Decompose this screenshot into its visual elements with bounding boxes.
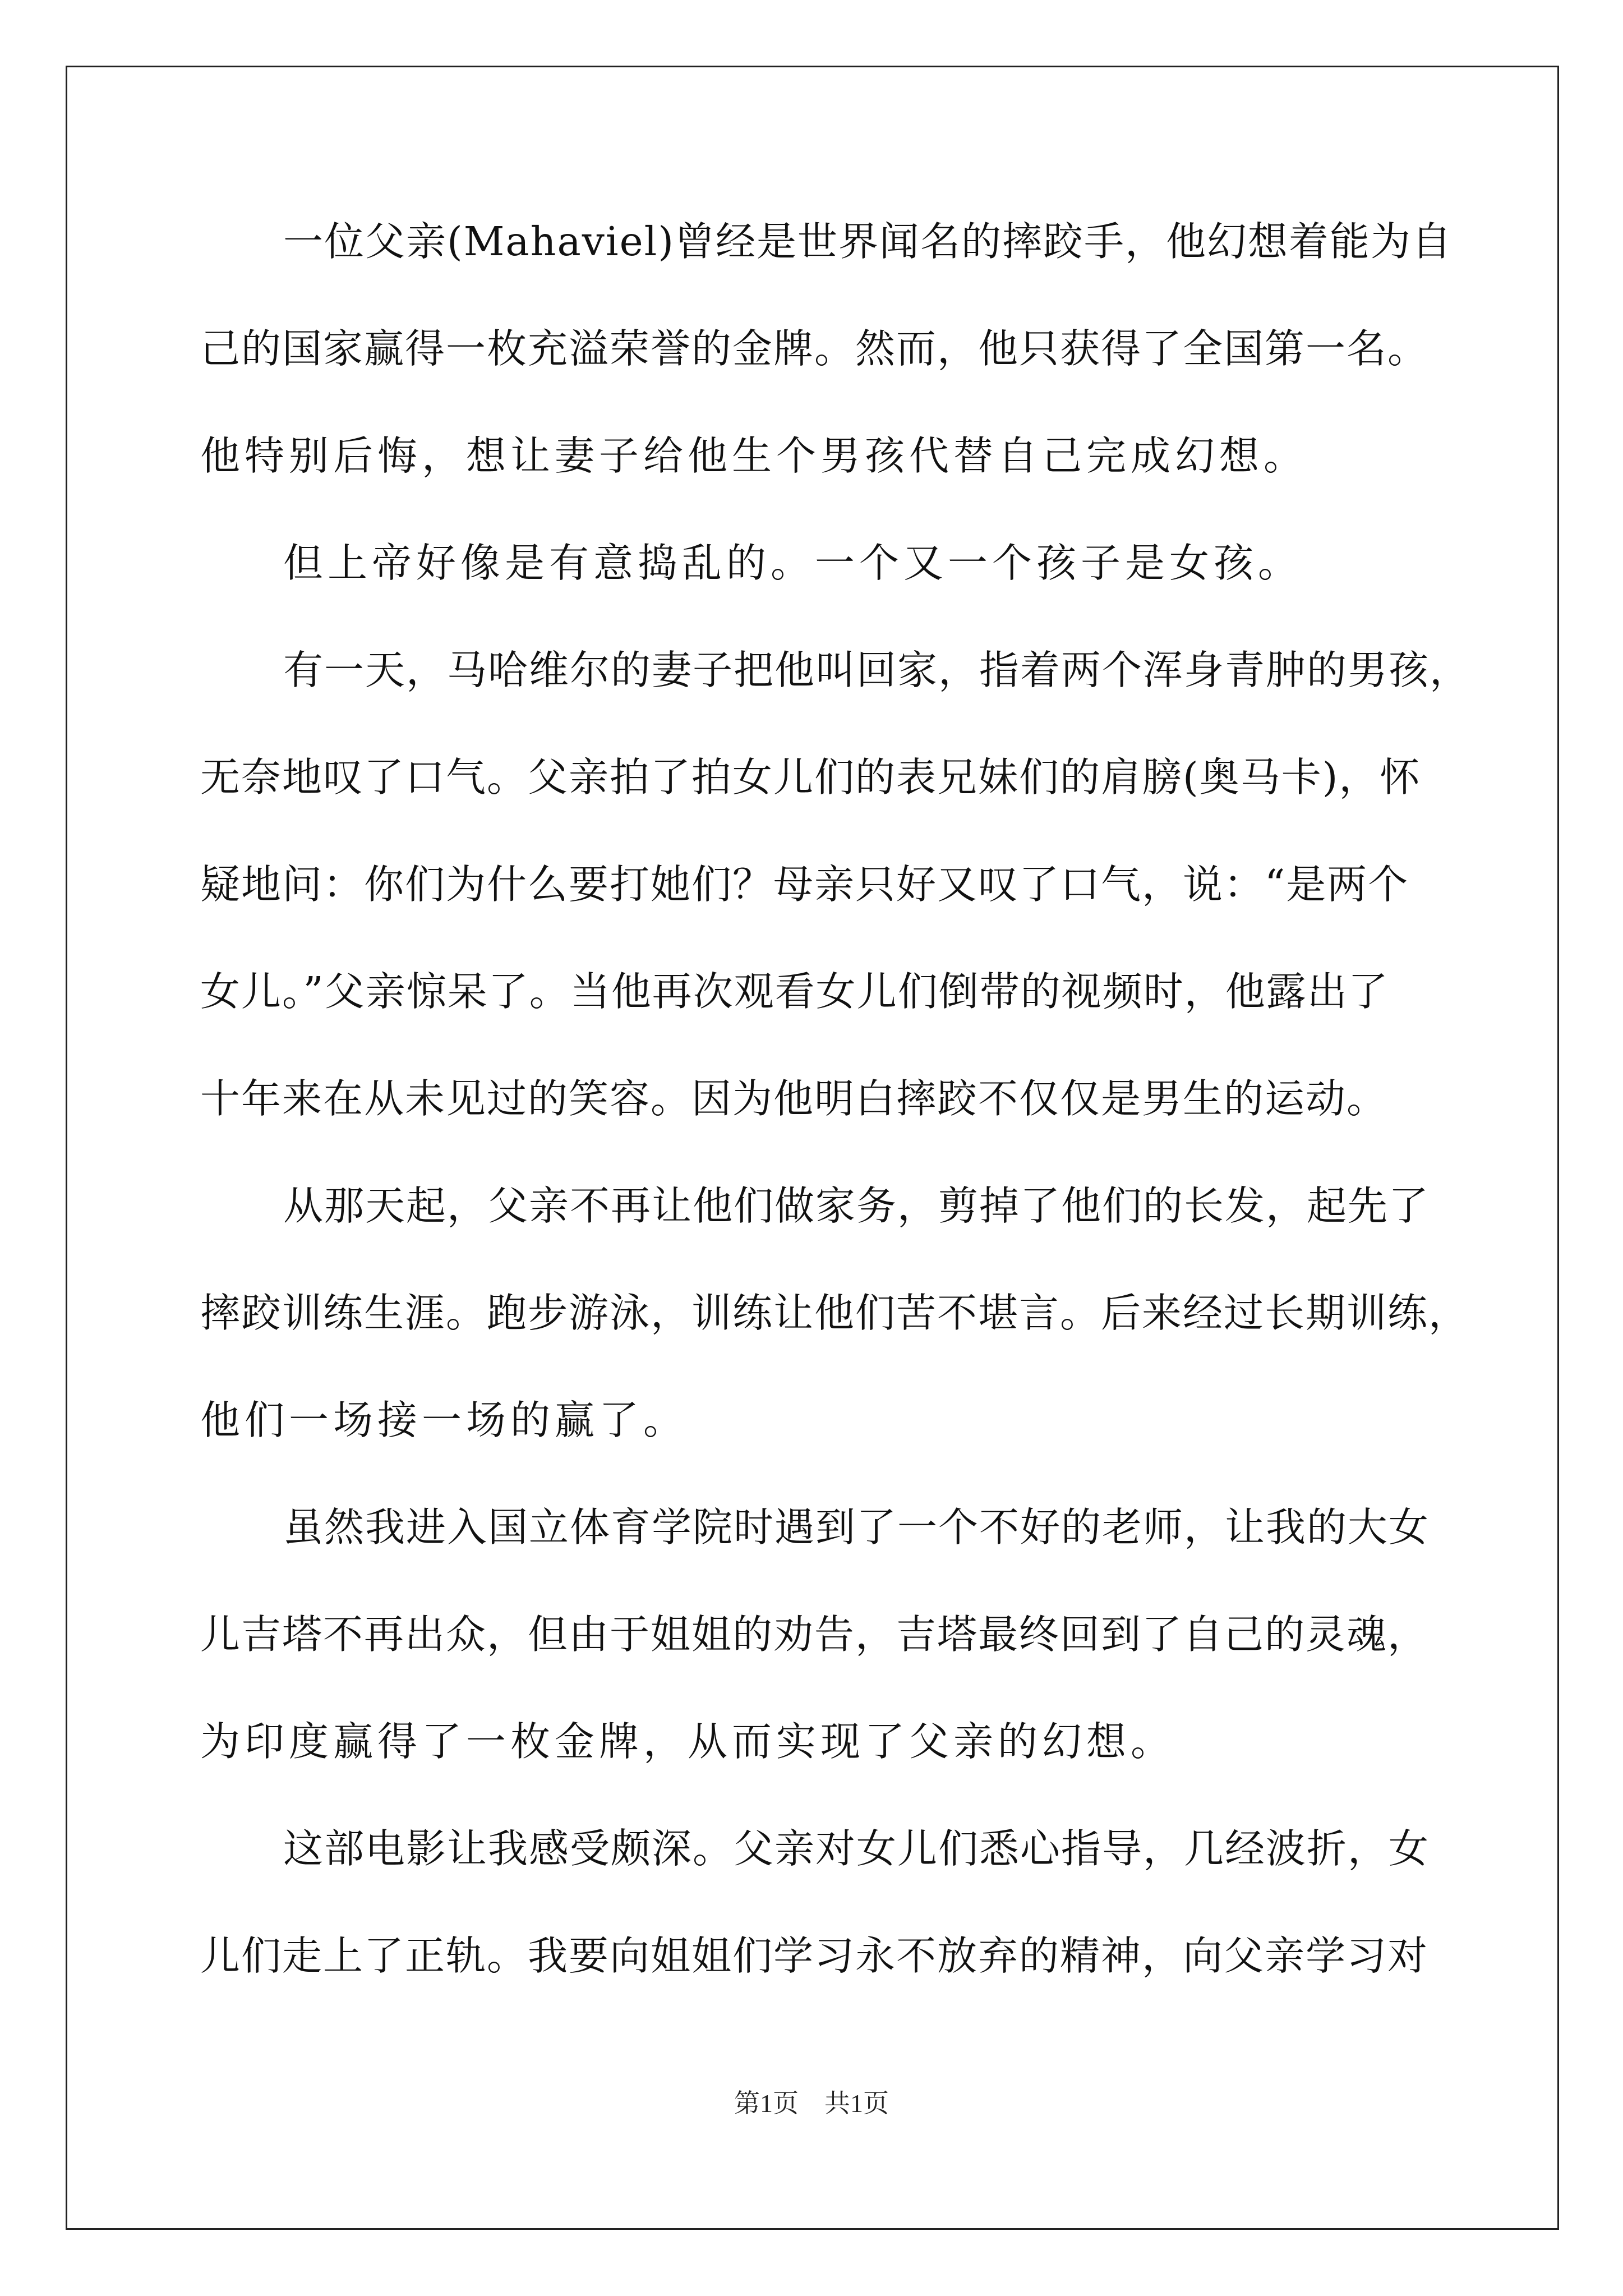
text-line: 儿吉塔不再出众，但由于姐姐的劝告，吉塔最终回到了自己的灵魂， <box>200 1611 1429 1658</box>
text-line: 摔跤训练生涯。跑步游泳，训练让他们苦不堪言。后来经过长期训练， <box>200 1290 1470 1336</box>
text-line: 但上帝好像是有意捣乱的。一个又一个孩子是女孩。 <box>283 540 1303 586</box>
text-line: 有一天，马哈维尔的妻子把他叫回家，指着两个浑身青肿的男孩， <box>283 647 1471 693</box>
text-line: 十年来在从未见过的笑容。因为他明白摔跤不仅仅是男生的运动。 <box>200 1075 1388 1122</box>
text-line: 这部电影让我感受颇深。父亲对女儿们悉心指导，几经波折，女 <box>283 1825 1430 1872</box>
text-line: 儿们走上了正轨。我要向姐姐们学习永不放弃的精神，向父亲学习对 <box>200 1932 1429 1979</box>
text-line: 无奈地叹了口气。父亲拍了拍女儿们的表兄妹们的肩膀(奥马卡)，怀 <box>200 754 1421 800</box>
text-line: 他们一场接一场的赢了。 <box>200 1397 688 1443</box>
document-body <box>200 218 1471 2043</box>
text-line: 为印度赢得了一枚金牌，从而实现了父亲的幻想。 <box>200 1718 1175 1765</box>
text-line: 疑地问：你们为什么要打她们？母亲只好又叹了口气，说：“是两个 <box>200 861 1409 908</box>
text-line: 一位父亲(Mahaviel)曾经是世界闻名的摔跤手，他幻想着能为自 <box>283 218 1453 265</box>
text-line: 他特别后悔，想让妻子给他生个男孩代替自己完成幻想。 <box>200 432 1308 479</box>
text-line: 女儿。”父亲惊呆了。当他再次观看女儿们倒带的视频时，他露出了 <box>200 968 1389 1015</box>
text-line: 从那天起，父亲不再让他们做家务，剪掉了他们的长发，起先了 <box>283 1182 1430 1229</box>
text-line: 虽然我进入国立体育学院时遇到了一个不好的老师，让我的大女 <box>283 1504 1430 1550</box>
page-number-footer: 第1页 共1页 <box>734 2089 889 2118</box>
text-line: 己的国家赢得一枚充溢荣誉的金牌。然而，他只获得了全国第一名。 <box>200 325 1429 372</box>
